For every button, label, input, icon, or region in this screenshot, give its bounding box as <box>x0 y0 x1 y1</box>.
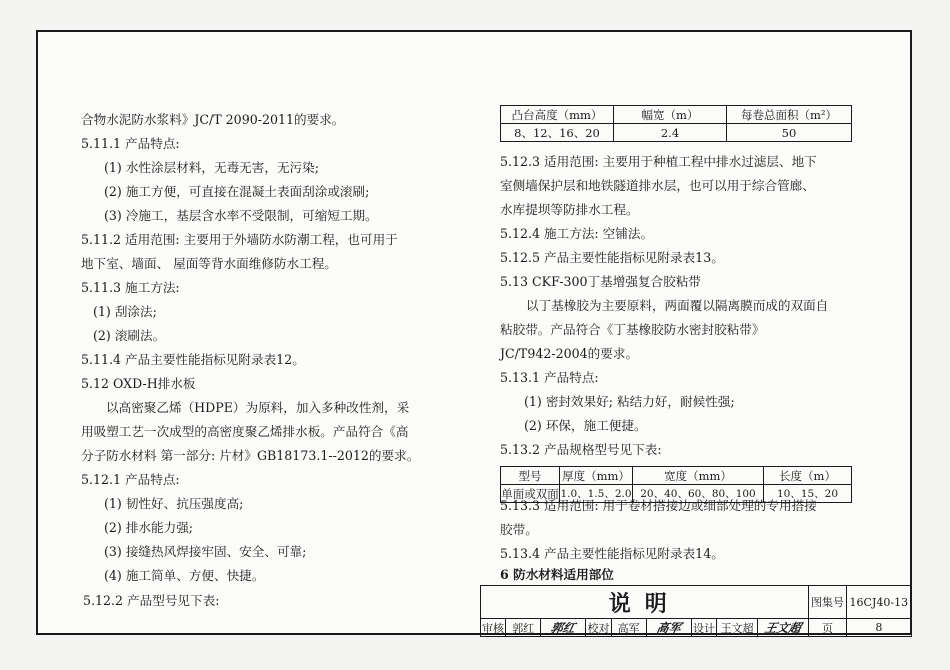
text-line: 以高密聚乙烯（HDPE）为原料，加入多种改性剂，采 <box>106 400 410 415</box>
page-number: 8 <box>846 619 911 637</box>
table-header-row <box>501 467 852 485</box>
text-line: 室侧墙保护层和地铁隧道排水层，也可以用于综合管廊、 <box>500 178 815 193</box>
section-heading: 6 防水材料适用部位 <box>500 567 614 582</box>
section-heading: 5.12 OXD-H排水板 <box>81 376 196 391</box>
table-header-cell: 型号 <box>501 467 560 485</box>
text-line: (2) 施工方便，可直接在混凝土表面刮涂或滚刷; <box>104 184 370 199</box>
reviewer-signature <box>541 619 586 637</box>
text-line: 以丁基橡胶为主要原料，两面覆以隔离膜而成的双面自 <box>526 298 829 313</box>
checker-name: 高军 <box>611 619 646 637</box>
text-line: 粘胶带。产品符合《丁基橡胶防水密封胶粘带》 <box>500 322 765 337</box>
text-line: 地下室、墙面、 屋面等背水面维修防水工程。 <box>81 256 337 271</box>
text-line: 5.13.3 适用范围: 用于卷材搭接边或细部处理的专用搭接 <box>500 498 817 513</box>
text-line: 5.12.4 施工方法: 空铺法。 <box>500 226 654 241</box>
text-line: (4) 施工简单、方便、快捷。 <box>104 568 265 583</box>
table-cell: 2.4 <box>614 124 727 142</box>
text-line: (3) 接缝热风焊接牢固、安全、可靠; <box>104 544 307 559</box>
table-header-cell: 厚度（mm） <box>560 467 633 485</box>
checker-signature <box>646 619 691 637</box>
title-cell <box>481 586 809 619</box>
table-cell: 20、40、60、80、100 <box>633 485 764 503</box>
text-line: (2) 环保，施工便捷。 <box>524 418 647 433</box>
designer-name: 王文超 <box>717 619 758 637</box>
text-line: (1) 密封效果好; 粘结力好，耐候性强; <box>524 394 735 409</box>
table-header-cell: 每卷总面积（m²） <box>727 106 852 124</box>
table-cell: 10、15、20 <box>764 485 852 503</box>
table-cell: 8、12、16、20 <box>501 124 614 142</box>
text-line: 5.13.4 产品主要性能指标见附录表14。 <box>500 546 724 561</box>
text-line: 5.13.1 产品特点: <box>500 370 599 385</box>
page-label: 页 <box>809 619 846 637</box>
table-cell: 50 <box>727 124 852 142</box>
text-line: 合物水泥防水浆料》JC/T 2090-2011的要求。 <box>81 112 345 127</box>
signature-image: 高军 <box>655 621 683 635</box>
text-line: 用吸塑工艺一次成型的高密度聚乙烯排水板。产品符合《高 <box>81 424 409 439</box>
text-line: 5.11.1 产品特点: <box>81 136 180 151</box>
text-line: 5.11.2 适用范围: 主要用于外墙防水防潮工程，也可用于 <box>81 232 398 247</box>
text-line: (1) 水性涂层材料，无毒无害，无污染; <box>104 160 319 175</box>
table-cell: 单面或双面 <box>501 486 559 501</box>
reviewer-name: 郭红 <box>506 619 541 637</box>
text-line: (3) 冷施工，基层含水率不受限制，可缩短工期。 <box>104 208 378 223</box>
text-line: JC/T942-2004的要求。 <box>500 346 639 361</box>
text-line: 分子防水材料 第一部分: 片材》GB18173.1--2012的要求。 <box>81 448 420 463</box>
text-line: 5.12.5 产品主要性能指标见附录表13。 <box>500 250 724 265</box>
atlas-label: 图集号 <box>809 586 846 619</box>
text-line: 5.12.2 产品型号见下表: <box>83 593 220 608</box>
text-line: 5.13.2 产品规格型号见下表: <box>500 442 662 457</box>
signature-image: 王文超 <box>763 621 803 635</box>
review-label: 审核 <box>481 619 506 637</box>
section-heading: 5.13 CKF-300丁基增强复合胶粘带 <box>500 274 701 289</box>
drawing-title: 说明 <box>608 590 681 617</box>
title-block <box>480 585 912 637</box>
text-line: 胶带。 <box>500 522 538 537</box>
text-line: 5.11.3 施工方法: <box>81 280 180 295</box>
product-model-table <box>500 105 852 142</box>
table-header-cell: 宽度（mm） <box>633 467 764 485</box>
text-line: (2) 滚刷法。 <box>93 328 166 343</box>
design-label: 设计 <box>691 619 716 637</box>
check-label: 校对 <box>586 619 611 637</box>
table-header-cell: 凸台高度（mm） <box>501 106 614 124</box>
text-line: (2) 排水能力强; <box>104 520 194 535</box>
table-cell: 1.0、1.5、2.0 <box>560 485 633 503</box>
table-row <box>501 124 852 142</box>
table-header-cell: 长度（m） <box>764 467 852 485</box>
atlas-number: 16CJ40-13 <box>846 586 911 619</box>
table-header-cell: 幅宽（m） <box>614 106 727 124</box>
text-line: (1) 韧性好、抗压强度高; <box>104 496 244 511</box>
text-line: 5.11.4 产品主要性能指标见附录表12。 <box>81 352 305 367</box>
signature-image: 郭红 <box>549 621 577 635</box>
designer-signature <box>758 619 809 637</box>
text-line: 水库提坝等防排水工程。 <box>500 202 639 217</box>
text-line: 5.12.3 适用范围: 主要用于种植工程中排水过滤层、地下 <box>500 154 817 169</box>
table-header-row <box>501 106 852 124</box>
drawing-sheet <box>36 30 912 635</box>
text-line: 5.12.1 产品特点: <box>81 472 180 487</box>
text-line: (1) 刮涂法; <box>93 304 157 319</box>
